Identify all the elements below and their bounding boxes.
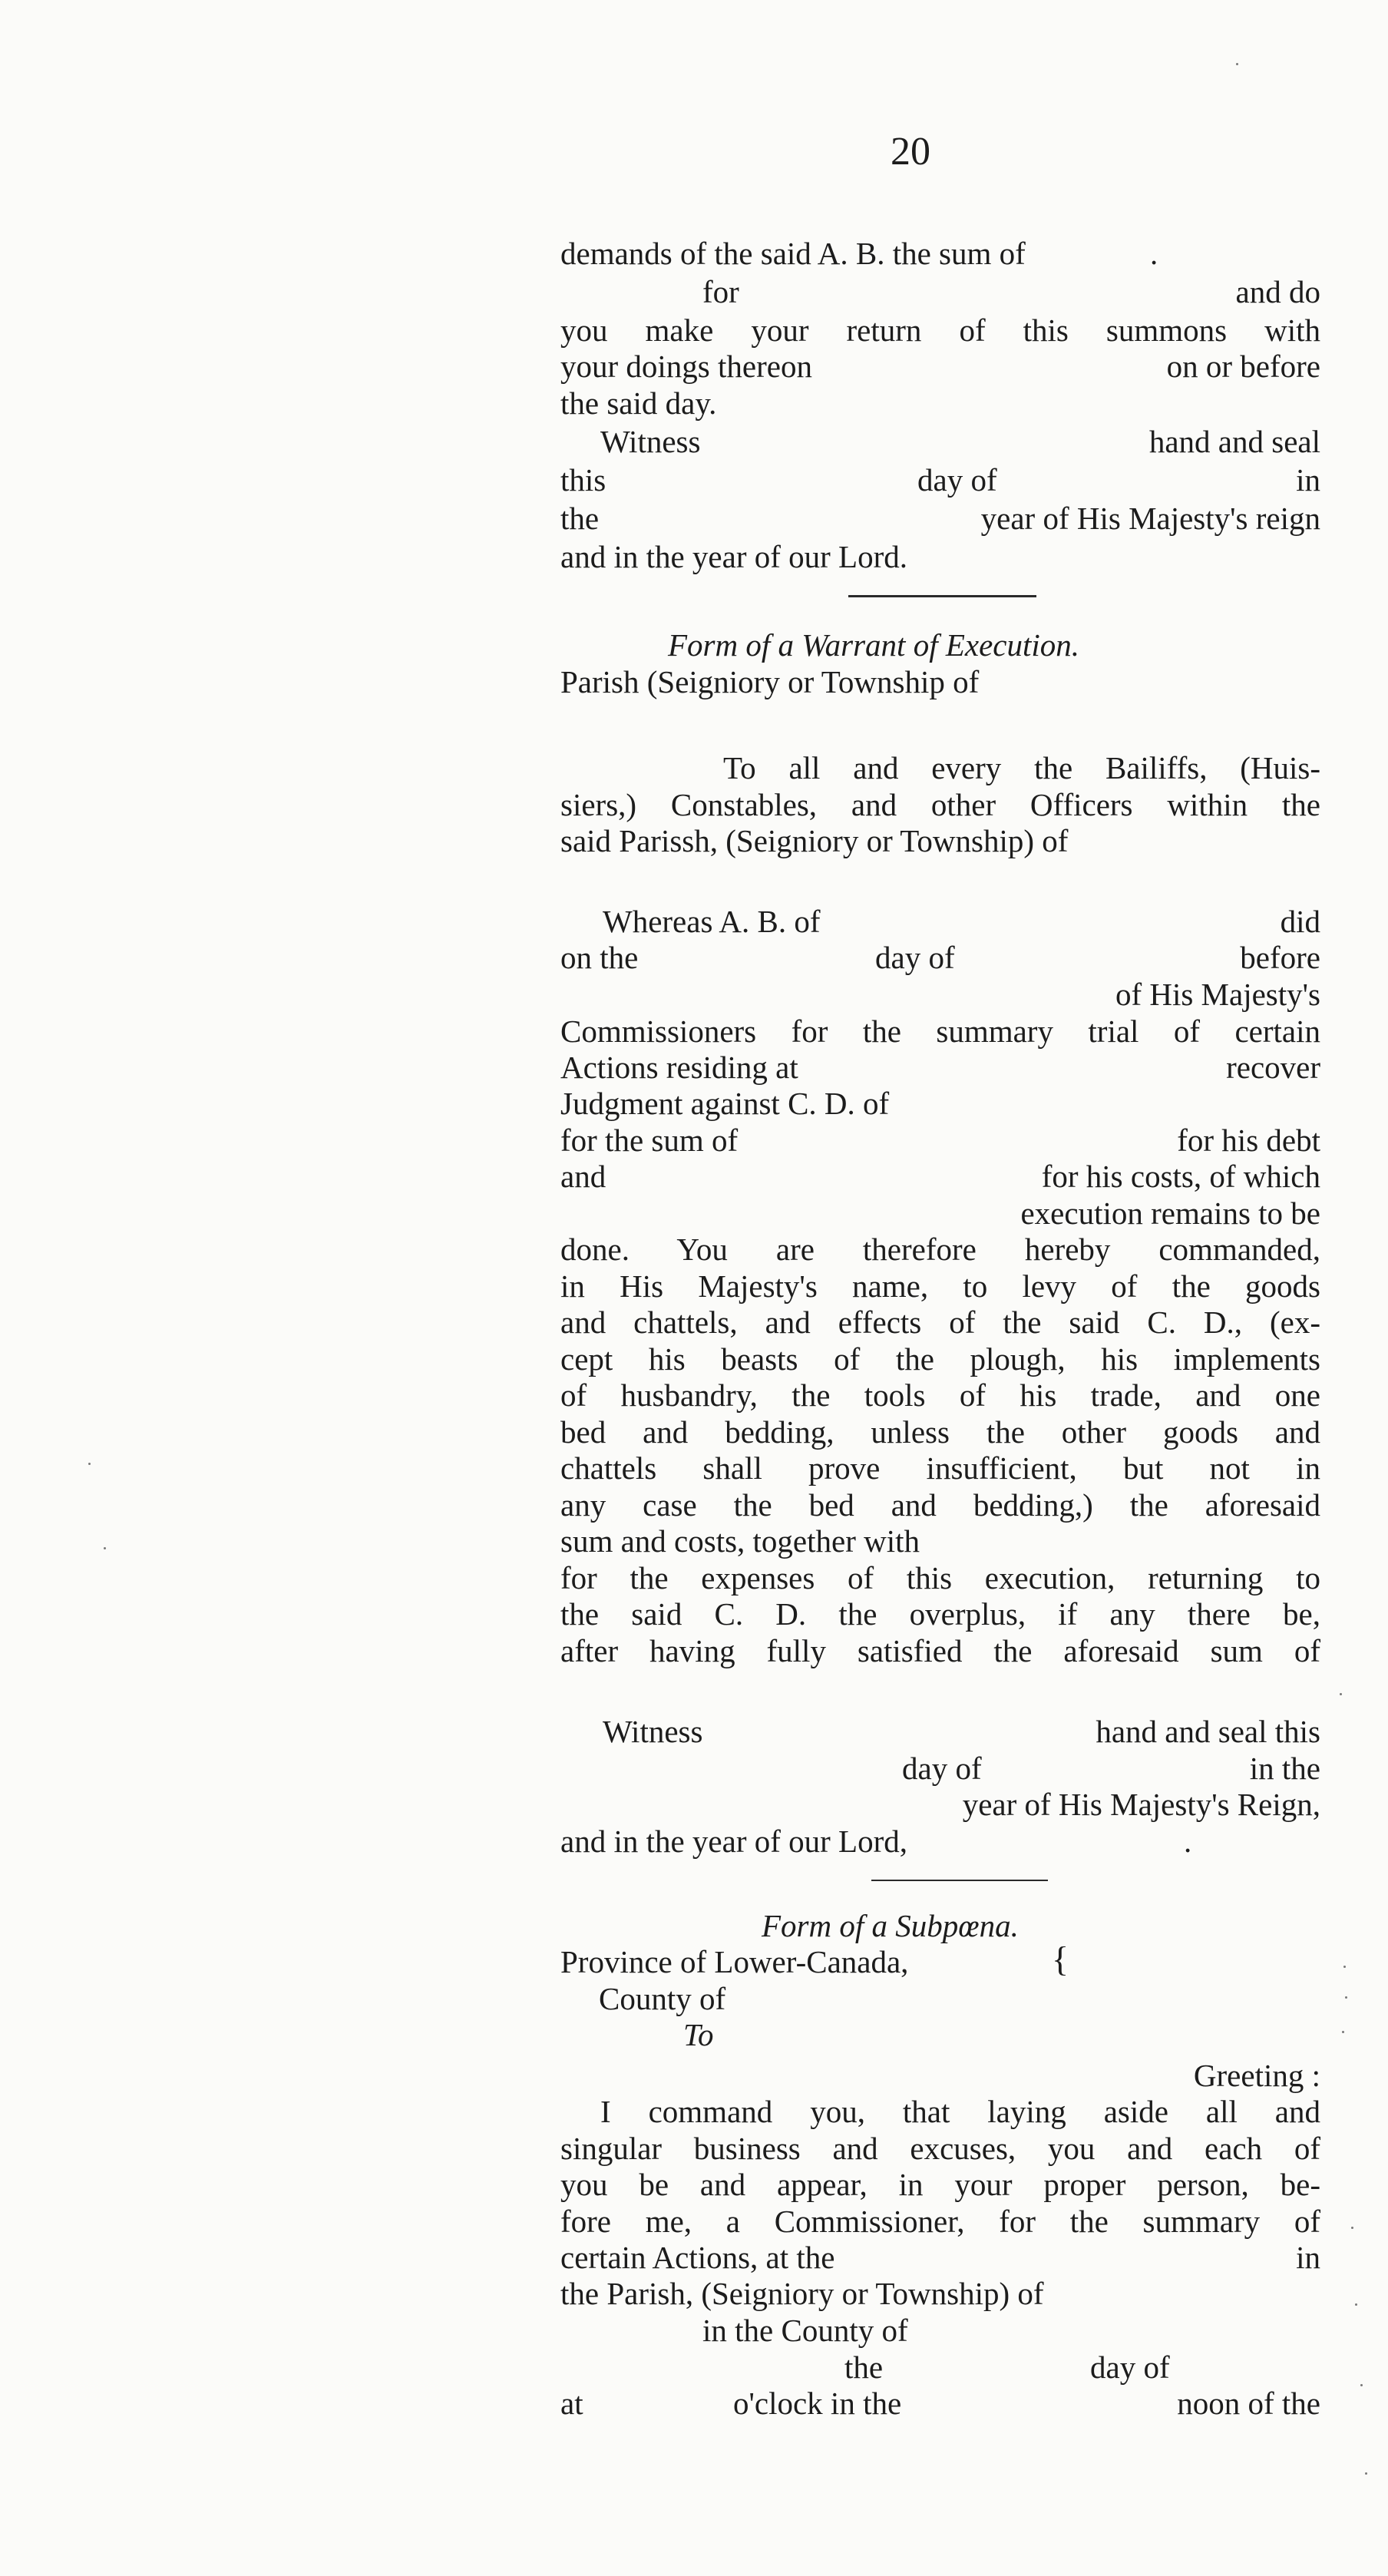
text-line [560,1048,1320,1086]
text-segment: for his debt [1177,1123,1320,1158]
text-segment: the [560,501,600,536]
speck [1365,2472,1367,2475]
text-line [560,384,1320,422]
text-segment: Actions residing at [560,1050,798,1085]
text-segment: you make your return of this summons with [560,312,1320,348]
text-line [560,537,1320,576]
text-segment: bed and bedding, unless the other goods and [560,1414,1320,1450]
text-line [560,1340,1320,1378]
text-segment: Greeting : [1193,2058,1320,2093]
text-segment: singular business and excuses, you and each of [560,2131,1320,2166]
text-line [560,1822,1320,1860]
text-segment: Commissioners for the summary trial of certain [560,1014,1320,1049]
text-line [560,1785,1320,1824]
text-segment: this [560,462,606,498]
text-segment: after having fully satisfied the aforesaid sum of [560,1633,1320,1668]
text-segment: hand and seal this [1096,1714,1320,1749]
text-segment: for [702,274,739,309]
text-segment: Parish (Seigniory or Township of [560,664,980,699]
text-segment: Witness [603,1714,703,1749]
text-segment: in His Majesty's name, to levy of the goods [560,1268,1320,1304]
text-segment: Whereas A. B. of [603,904,821,939]
speck [1351,2227,1353,2229]
speck [1340,1693,1342,1695]
text-segment: Province of Lower-Canada, [560,1944,909,1979]
text-segment: and in the year of our Lord. [560,539,907,574]
text-segment: . [1150,236,1158,271]
text-segment: execution remains to be [1020,1195,1320,1231]
text-line [560,1376,1320,1414]
page-number: 20 [891,130,930,174]
text-line [560,1230,1320,1268]
text-line [560,2311,1320,2349]
text-segment: fore me, a Commissioner, for the summary of [560,2204,1320,2239]
text-line [560,311,1320,349]
text-line [560,1595,1320,1633]
text-segment: in [1296,462,1320,498]
text-segment: in [1296,2240,1320,2275]
text-line [560,749,1320,787]
text-segment: siers,) Constables, and other Officers within the [560,787,1320,822]
text-segment: day of [917,462,997,498]
text-line [560,2384,1320,2422]
text-segment: noon of the [1177,2386,1320,2421]
text-line [560,1267,1320,1305]
text-line [560,902,1320,941]
text-line [560,1712,1320,1751]
text-line [560,1413,1320,1451]
text-segment: County of [599,1981,726,2016]
text-segment: in the [1249,1751,1320,1786]
heading-text: Form of a Subpœna. [762,1908,1019,1943]
text-line [560,1449,1320,1487]
text-line [560,822,1320,860]
text-line [560,785,1320,824]
text-segment: the said C. D. the overplus, if any there be, [560,1596,1320,1632]
text-line [560,2056,1320,2095]
text-segment: did [1280,904,1320,939]
text-segment: on or before [1166,349,1320,384]
text-line [560,422,1320,461]
text-line [560,1157,1320,1195]
text-segment: certain Actions, at the [560,2240,835,2275]
text-segment: you be and appear, in your proper person, be- [560,2167,1320,2202]
text-segment: and in the year of our Lord, [560,1824,907,1859]
text-line [560,1303,1320,1341]
text-segment: any case the bed and bedding,) the aforesaid [560,1487,1320,1523]
text-segment: the [844,2349,884,2385]
text-line [560,663,1320,701]
text-segment: Witness [600,424,701,459]
text-line [560,2015,1320,2054]
text-segment: Judgment against C. D. of [560,1086,890,1121]
text-segment: at [560,2386,583,2421]
text-line [560,1749,1320,1787]
text-line [560,1194,1320,1232]
text-line [560,234,1320,273]
text-segment: on the [560,940,639,975]
speck [88,1463,91,1465]
text-segment: your doings thereon [560,349,812,384]
speck [1360,2384,1363,2386]
text-segment: of husbandry, the tools of his trade, and one [560,1377,1320,1413]
text-line [560,1486,1320,1524]
text-line [560,975,1320,1014]
text-segment: in the County of [702,2313,908,2348]
text-line [560,2348,1320,2386]
speck [1345,1996,1347,1999]
text-segment: and do [1235,274,1320,309]
text-segment: chattels shall prove insufficient, but not in [560,1450,1320,1486]
text-line [560,1084,1320,1123]
text-line [560,1943,1320,1981]
text-segment: o'clock in the [733,2386,902,2421]
text-line [560,347,1320,385]
brace-icon: { [1052,1939,1069,1979]
text-segment: sum and costs, together with [560,1523,920,1559]
text-line [560,938,1320,977]
text-line [560,1632,1320,1670]
text-segment: and chattels, and effects of the said C. D., (ex- [560,1305,1320,1340]
text-line [560,1522,1320,1560]
text-segment: before [1240,940,1320,975]
text-line [560,1012,1320,1050]
section-divider [871,1880,1048,1881]
text-segment: recover [1226,1050,1320,1085]
section-heading [560,1906,1320,1945]
text-segment: of His Majesty's [1115,977,1320,1012]
text-segment: year of His Majesty's Reign, [962,1787,1320,1822]
speck [1342,2031,1344,2033]
text-segment: the Parish, (Seigniory or Township) of [560,2276,1044,2311]
text-line [560,461,1320,499]
text-line [560,499,1320,537]
text-segment: and [560,1159,606,1194]
text-line [560,2274,1320,2313]
speck [1355,2303,1357,2306]
text-line [560,2202,1320,2240]
text-segment: . [1184,1824,1192,1859]
speck [104,1547,106,1549]
section-divider [848,595,1036,597]
text-segment: day of [902,1751,982,1786]
text-line [560,2092,1320,2131]
text-line [560,273,1320,311]
text-segment: for the sum of [560,1123,739,1158]
text-line [560,1979,1320,2018]
text-segment: demands of the said A. B. the sum of [560,236,1026,271]
text-segment: the said day. [560,385,717,421]
text-segment: day of [1090,2349,1170,2385]
text-segment: To all and every the Bailiffs, (Huis- [723,750,1320,785]
text-segment: done. You are therefore hereby commanded, [560,1232,1320,1267]
text-segment: day of [875,940,955,975]
text-segment: To [683,2017,714,2052]
text-segment: said Parissh, (Seigniory or Township) of [560,823,1069,858]
text-segment: I command you, that laying aside all and [600,2094,1320,2129]
text-line [560,2129,1320,2168]
text-segment: for the expenses of this execution, returning to [560,1560,1320,1596]
text-line [560,2165,1320,2204]
text-line [560,1121,1320,1159]
speck [1236,63,1238,65]
heading-text: Form of a Warrant of Execution. [668,627,1080,663]
text-segment: hand and seal [1148,424,1320,459]
text-line [560,1559,1320,1597]
section-heading [560,626,1320,664]
text-segment: for his costs, of which [1041,1159,1320,1194]
text-line [560,2238,1320,2277]
text-segment: year of His Majesty's reign [980,501,1320,536]
text-segment: cept his beasts of the plough, his implements [560,1341,1320,1377]
speck [1343,1966,1346,1968]
